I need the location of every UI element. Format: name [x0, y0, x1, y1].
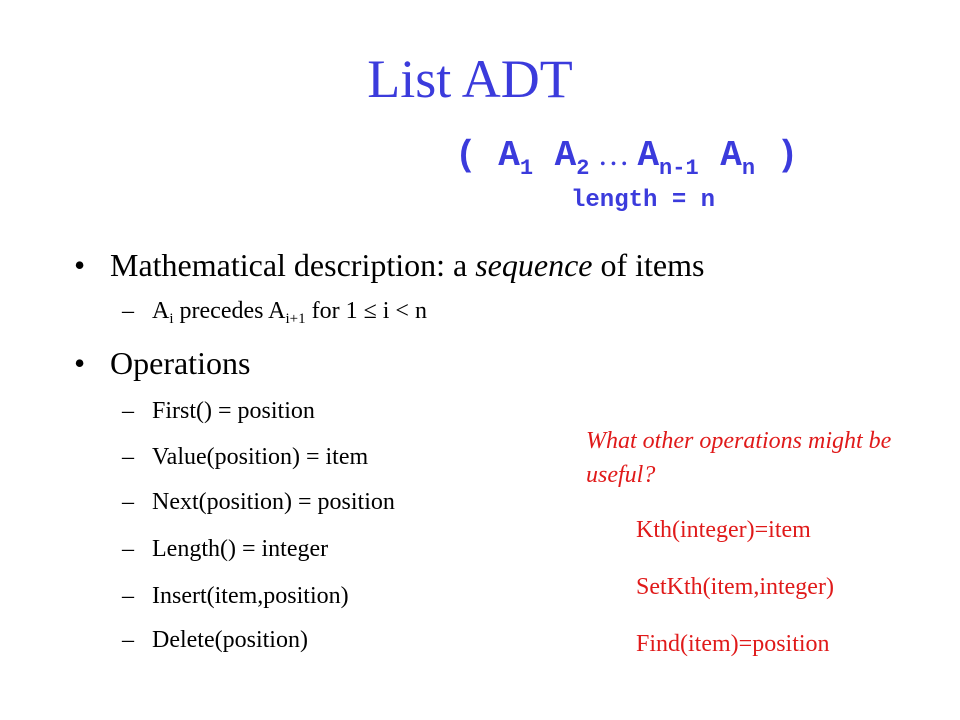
formula-ellipsis: … [589, 136, 638, 172]
operation-first: First() = position [152, 398, 315, 424]
list-formula [455, 135, 799, 181]
extra-operation-kth: Kth(integer)=item [636, 517, 811, 543]
precedes-post: for 1 ≤ i < n [305, 298, 427, 324]
sub-dash: – [122, 398, 134, 424]
bullet-description-pre: Mathematical description: a [110, 247, 476, 283]
formula-sub-2: 2 [576, 156, 590, 181]
precedes-mid: precedes A [173, 298, 286, 324]
formula-an: A [698, 135, 742, 176]
sub-precedes [122, 298, 427, 327]
operation-insert: Insert(item,position) [152, 583, 349, 609]
sub-dash: – [122, 627, 134, 653]
formula-sub-n-1: n-1 [659, 156, 699, 181]
operation-item [122, 537, 328, 561]
operation-next: Next(position) = position [152, 489, 395, 515]
precedes-a: A [152, 298, 170, 324]
operation-length: Length() = integer [152, 536, 329, 562]
sub-dash: – [122, 298, 134, 324]
extra-operation-setkth: SetKth(item,integer) [636, 574, 834, 600]
sub-dash: – [122, 583, 134, 609]
operation-item [122, 399, 315, 423]
sub-dash: – [122, 536, 134, 562]
bullet-description-em: sequence [475, 247, 593, 283]
length-label: length = n [571, 187, 716, 214]
operation-item [122, 584, 349, 608]
formula-sub-1: 1 [519, 156, 534, 181]
operation-item [122, 445, 368, 469]
sub-dash: – [122, 489, 134, 515]
bullet-dot: • [74, 345, 86, 381]
bullet-description [74, 249, 704, 281]
bullet-operations-label: Operations [110, 345, 251, 381]
bullet-operations [74, 347, 250, 379]
bullet-dot: • [74, 247, 86, 283]
question-note: What other operations might be useful? [586, 428, 892, 488]
formula-sub-n: n [741, 156, 756, 181]
precedes-sub-i: i [169, 311, 174, 327]
operation-value: Value(position) = item [152, 444, 369, 470]
precedes-sub-i1: i+1 [285, 311, 306, 327]
extra-operation-find: Find(item)=position [636, 631, 830, 657]
formula-a2: A [533, 135, 577, 176]
operation-delete: Delete(position) [152, 627, 308, 653]
slide-title: List ADT [367, 49, 573, 109]
formula-an1: A [637, 135, 660, 176]
operation-item [122, 490, 395, 514]
formula-close: ) [755, 135, 799, 176]
sub-dash: – [122, 444, 134, 470]
formula-open: ( A [455, 135, 520, 176]
bullet-description-post: of items [592, 247, 705, 283]
operation-item [122, 628, 308, 652]
